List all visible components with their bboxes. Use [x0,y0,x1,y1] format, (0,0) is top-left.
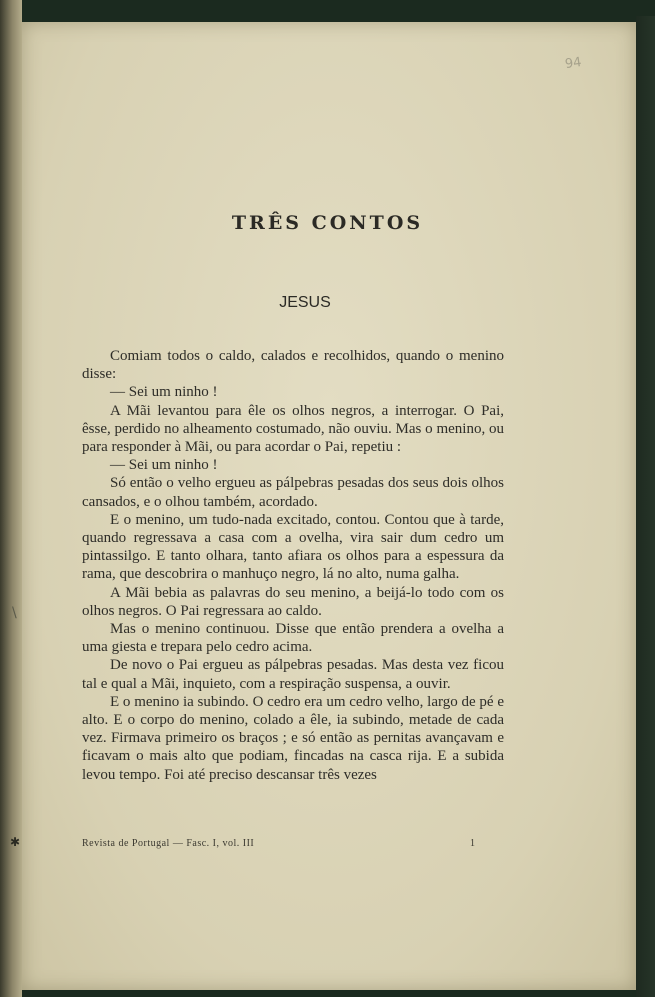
paragraph: De novo o Pai ergueu as pálpebras pesadas. Mas desta vez ficou tal e qual a Mãi, inquieto, com a respiração suspensa, a ouvir. [82,657,504,692]
paragraph: — Sei um ninho ! [110,384,218,401]
journal-citation: Revista de Portugal — Fasc. I, vol. III [82,838,255,849]
stain-mark: ✱ [10,835,21,849]
pencil-page-number: 94 [564,54,583,73]
paragraph: A Mãi bebia as palavras do seu menino, a beijá-lo todo com os olhos negros. O Pai regressara ao caldo. [82,584,504,619]
paragraph: Comiam todos o caldo, calados e recolhidos, quando o menino disse: [82,348,504,383]
paragraph: Só então o velho ergueu as pálpebras pesadas dos seus dois olhos cansados, e o olhou também, acordado. [82,475,504,510]
story-body [82,347,504,784]
story-title: JESUS [279,294,331,311]
scan-background [636,16,655,997]
paragraph: E o menino, um tudo-nada excitado, contou. Contou que à tarde, quando regressava a casa com a ovelha, vira sair dum cedro um pintassilgo. E tanto olhara, tanto afiara os olhos para a espessura da rama, que descobrira o manhuço negro, lá no alto, numa galha. [82,511,504,583]
signature-mark: 1 [470,838,476,849]
paragraph: A Mãi levantou para êle os olhos negros, a interrogar. O Pai, êsse, perdido no alheamento costumado, não ouviu. Mas o menino, ou para responder à Mãi, ou para acordar o Pai, repetiu : [82,402,504,456]
story-collection-title: TRÊS CONTOS [231,212,424,234]
paragraph: Mas o menino continuou. Disse que então prendera a ovelha a uma giesta e trepara pelo cedro acima. [82,621,504,656]
paragraph: E o menino ia subindo. O cedro era um cedro velho, largo de pé e alto. E o corpo do menino, colado a êle, ia subindo, metade de cada vez. Firmava primeiro os braços ; e só então as pernitas avançavam e ficavam o mais alto que podiam, fincadas na casca rija. E a subida levou tempo. Foi até preciso descansar três vezes [82,693,504,783]
paragraph: — Sei um ninho ! [110,457,218,474]
page-footer [82,838,482,849]
margin-mark: \ [12,605,17,621]
